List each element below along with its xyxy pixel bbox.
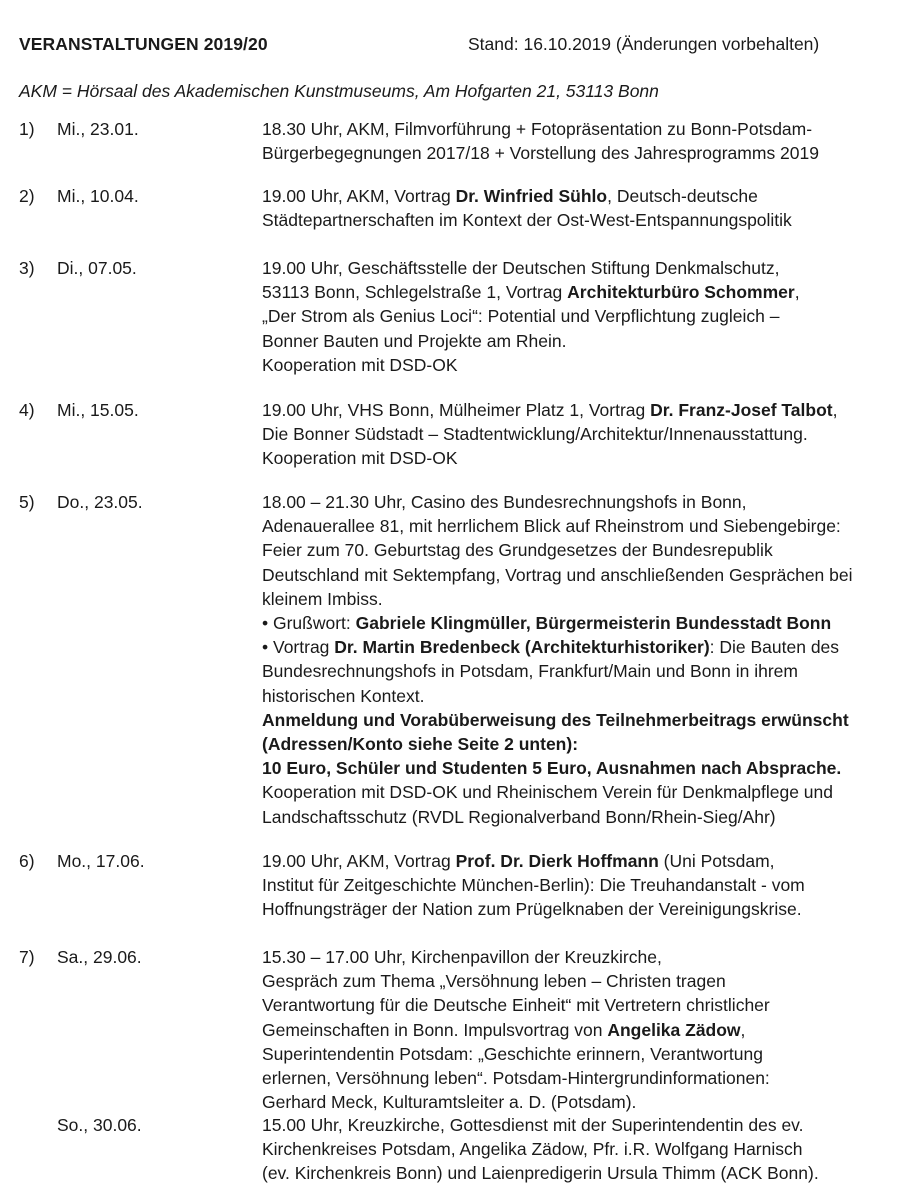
text: : Die Bauten des — [709, 637, 840, 658]
description-line — [262, 353, 902, 377]
text: Kooperation mit DSD-OK und Rheinischem Verein für Denkmalpflege und — [262, 782, 833, 803]
bold-text: (Adressen/Konto siehe Seite 2 unten): — [262, 734, 579, 755]
text: 19.00 Uhr, AKM, Vortrag — [262, 851, 456, 871]
event-date: Mi., 10.04. — [57, 186, 139, 206]
text: Bonner Bauten und Projekte am Rhein. — [262, 330, 567, 351]
description-line — [262, 873, 902, 897]
event-description — [262, 849, 902, 922]
description-line — [262, 756, 902, 780]
event-number: 6) — [19, 851, 35, 871]
event-date: Mo., 17.06. — [57, 851, 145, 871]
event-number: 7) — [19, 947, 35, 967]
text: 19.00 Uhr, AKM, Vortrag — [262, 186, 456, 206]
description-line — [262, 708, 902, 732]
text: Hoffnungsträger der Nation zum Prügelknaben der Vereinigungskrise. — [262, 899, 802, 920]
text: , — [740, 1019, 746, 1040]
description-line — [262, 587, 902, 611]
text: historischen Kontext. — [262, 685, 425, 706]
text: Die Bonner Südstadt – Stadtentwicklung/Architektur/Innenausstattung. — [262, 424, 808, 445]
event-date: Di., 07.05. — [57, 258, 137, 278]
text: Adenauerallee 81, mit herrlichem Blick auf Rheinstrom und Siebengebirge: — [262, 516, 841, 537]
text: Feier zum 70. Geburtstag des Grundgesetzes der Bundesrepublik — [262, 540, 773, 561]
text: 19.00 Uhr, VHS Bonn, Mülheimer Platz 1, Vortrag — [262, 400, 651, 420]
text: Kooperation mit DSD-OK — [262, 448, 458, 469]
event-date: Do., 23.05. — [57, 492, 143, 512]
description-line — [262, 514, 902, 538]
text: Landschaftsschutz (RVDL Regionalverband Bonn/Rhein-Sieg/Ahr) — [262, 806, 776, 827]
event-description — [262, 945, 902, 1114]
text: Gespräch zum Thema „Versöhnung leben – Christen tragen — [262, 971, 726, 992]
text: „Der Strom als Genius Loci“: Potential und Verpflichtung zugleich – — [262, 306, 780, 327]
text: , Deutsch-deutsche — [607, 186, 758, 206]
text: , — [832, 400, 838, 420]
text: • Grußwort: — [262, 613, 356, 634]
description-line — [262, 849, 902, 873]
description-line — [262, 1113, 902, 1137]
text: Institut für Zeitgeschichte München-Berlin): Die Treuhandanstalt - vom — [262, 875, 805, 896]
description-line — [262, 897, 902, 921]
bold-text: Prof. Dr. Dierk Hoffmann — [455, 851, 659, 871]
bold-text: 10 Euro, Schüler und Studenten 5 Euro, Ausnahmen nach Absprache. — [262, 758, 842, 779]
description-line — [262, 184, 902, 208]
description-line — [262, 563, 902, 587]
description-line — [262, 329, 902, 353]
document-title: VERANSTALTUNGEN 2019/20 — [19, 34, 268, 54]
text: kleinem Imbiss. — [262, 588, 383, 609]
event-description — [262, 117, 902, 165]
event-number: 5) — [19, 492, 35, 512]
description-line — [262, 256, 902, 280]
text: Städtepartnerschaften im Kontext der Ost-West-Entspannungspolitik — [262, 210, 792, 231]
text: 19.00 Uhr, Geschäftsstelle der Deutschen Stiftung Denkmalschutz, — [262, 258, 780, 278]
status-date: Stand: 16.10.2019 (Änderungen vorbehalten) — [468, 34, 820, 54]
text: 18.30 Uhr, AKM, Filmvorführung + Fotopräsentation zu Bonn-Potsdam- — [262, 119, 813, 139]
description-line — [262, 1066, 902, 1090]
event-description — [262, 490, 902, 829]
event-date: Sa., 29.06. — [57, 947, 142, 967]
description-line — [262, 422, 902, 446]
text: • Vortrag — [262, 637, 335, 658]
text: Kooperation mit DSD-OK — [262, 354, 458, 375]
description-line — [262, 280, 902, 304]
bold-text: Anmeldung und Vorabüberweisung des Teilnehmerbeitrags erwünscht — [262, 709, 849, 730]
description-line — [262, 805, 902, 829]
event-description — [262, 398, 902, 471]
description-line — [262, 1137, 902, 1161]
description-line — [262, 446, 902, 470]
description-line — [262, 538, 902, 562]
event-number: 1) — [19, 119, 35, 139]
description-line — [262, 490, 902, 514]
description-line — [262, 141, 902, 165]
event-description — [262, 1113, 902, 1186]
text: 15.00 Uhr, Kreuzkirche, Gottesdienst mit der Superintendentin des ev. — [262, 1115, 804, 1135]
bold-text: Dr. Winfried Sühlo — [455, 186, 608, 206]
description-line — [262, 659, 902, 683]
text: Superintendentin Potsdam: „Geschichte erinnern, Verantwortung — [262, 1043, 763, 1064]
event-number: 2) — [19, 186, 35, 206]
text: 15.30 – 17.00 Uhr, Kirchenpavillon der Kreuzkirche, — [262, 947, 662, 967]
event-date: Mi., 15.05. — [57, 400, 139, 420]
description-line — [262, 117, 902, 141]
bold-text: Gabriele Klingmüller, Bürgermeisterin Bundesstadt Bonn — [355, 613, 832, 634]
text: Bürgerbegegnungen 2017/18 + Vorstellung des Jahresprogramms 2019 — [262, 143, 819, 164]
bold-text: Architekturbüro Schommer — [567, 282, 795, 303]
text: Gerhard Meck, Kulturamtsleiter a. D. (Potsdam). — [262, 1092, 637, 1113]
description-line — [262, 1161, 902, 1185]
description-line — [262, 780, 902, 804]
event-description — [262, 184, 902, 232]
bold-text: Dr. Martin Bredenbeck (Architekturhistoriker) — [334, 637, 710, 658]
description-line — [262, 1090, 902, 1114]
description-line — [262, 993, 902, 1017]
description-line — [262, 732, 902, 756]
description-line — [262, 208, 902, 232]
text: 53113 Bonn, Schlegelstraße 1, Vortrag — [262, 282, 568, 303]
text: erlernen, Versöhnung leben“. Potsdam-Hintergrundinformationen: — [262, 1068, 770, 1089]
description-line — [262, 398, 902, 422]
bold-text: Angelika Zädow — [607, 1019, 741, 1040]
text: Deutschland mit Sektempfang, Vortrag und anschließenden Gesprächen bei — [262, 564, 853, 585]
text: 18.00 – 21.30 Uhr, Casino des Bundesrechnungshofs in Bonn, — [262, 492, 747, 512]
text: , — [794, 282, 800, 303]
event-number: 4) — [19, 400, 35, 420]
text: Kirchenkreises Potsdam, Angelika Zädow, Pfr. i.R. Wolfgang Harnisch — [262, 1139, 803, 1160]
description-line — [262, 684, 902, 708]
text: Verantwortung für die Deutsche Einheit“ mit Vertretern christlicher — [262, 995, 770, 1016]
description-line — [262, 945, 902, 969]
event-number: 3) — [19, 258, 35, 278]
description-line — [262, 611, 902, 635]
text: (Uni Potsdam, — [658, 851, 775, 871]
text: (ev. Kirchenkreis Bonn) und Laienpredigerin Ursula Thimm (ACK Bonn). — [262, 1163, 819, 1184]
description-line — [262, 1018, 902, 1042]
event-date: So., 30.06. — [57, 1115, 142, 1135]
event-date: Mi., 23.01. — [57, 119, 139, 139]
text: Bundesrechnungshofs in Potsdam, Frankfurt/Main und Bonn in ihrem — [262, 661, 798, 682]
description-line — [262, 969, 902, 993]
event-description — [262, 256, 902, 377]
bold-text: Dr. Franz-Josef Talbot — [650, 400, 833, 420]
akm-legend: AKM = Hörsaal des Akademischen Kunstmuseums, Am Hofgarten 21, 53113 Bonn — [19, 81, 659, 101]
description-line — [262, 1042, 902, 1066]
description-line — [262, 635, 902, 659]
text: Gemeinschaften in Bonn. Impulsvortrag von — [262, 1019, 608, 1040]
description-line — [262, 304, 902, 328]
